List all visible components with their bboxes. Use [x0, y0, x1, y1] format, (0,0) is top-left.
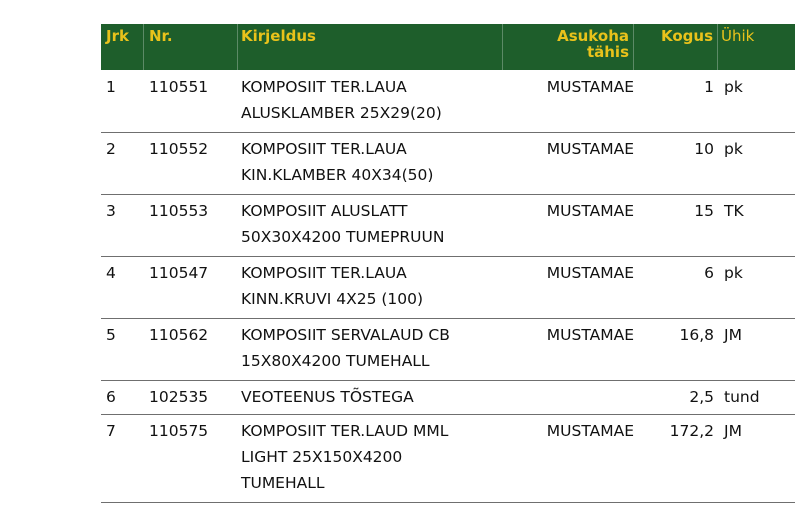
- cell-kirjeldus: [238, 384, 503, 410]
- cell-kogus: 15: [694, 202, 714, 220]
- header-nr: Nr.: [144, 24, 238, 70]
- cell-kirjeldus-line: VEOTEENUS TÕSTEGA: [241, 388, 414, 406]
- cell-jrk: 2: [106, 140, 116, 158]
- cell-kirjeldus-line: KIN.KLAMBER 40X34(50): [241, 166, 434, 184]
- header-uhik: Ühik: [721, 27, 755, 45]
- cell-uhik: TK: [724, 202, 744, 220]
- cell-kogus: 10: [694, 140, 714, 158]
- table-row: [101, 257, 795, 319]
- cell-kogus: 16,8: [679, 326, 714, 344]
- cell-uhik: pk: [724, 140, 743, 158]
- cell-uhik: pk: [724, 78, 743, 96]
- cell-uhik: pk: [724, 264, 743, 282]
- cell-kirjeldus: [238, 260, 503, 312]
- items-table: [101, 24, 795, 503]
- table-header: [101, 24, 795, 71]
- cell-jrk: 3: [106, 202, 116, 220]
- cell-kirjeldus-line: LIGHT 25X150X4200: [241, 448, 403, 466]
- cell-kirjeldus: [238, 198, 503, 250]
- header-kirjeldus: Kirjeldus: [238, 24, 503, 70]
- table-row: [101, 381, 795, 415]
- cell-kirjeldus-line: 50X30X4200 TUMEPRUUN: [241, 228, 445, 246]
- cell-jrk: 4: [106, 264, 116, 282]
- cell-kirjeldus-line: TUMEHALL: [241, 474, 325, 492]
- table-row: [101, 415, 795, 503]
- header-kogus: Kogus: [634, 24, 718, 70]
- cell-jrk: 5: [106, 326, 116, 344]
- cell-nr: 110547: [149, 264, 209, 282]
- cell-kogus: 172,2: [669, 422, 714, 440]
- cell-kirjeldus-line: KOMPOSIIT TER.LAUA: [241, 140, 407, 158]
- cell-asukoht: MUSTAMAE: [546, 202, 634, 220]
- cell-kirjeldus-line: KOMPOSIIT TER.LAUA: [241, 78, 407, 96]
- table-row: [101, 71, 795, 133]
- table-row: [101, 319, 795, 381]
- cell-kirjeldus: [238, 74, 503, 126]
- header-asukoha-line2: tähis: [586, 43, 629, 61]
- cell-nr: 110575: [149, 422, 209, 440]
- cell-nr: 110553: [149, 202, 209, 220]
- cell-asukoht: MUSTAMAE: [546, 326, 634, 344]
- cell-jrk: 1: [106, 78, 116, 96]
- cell-kogus: 6: [704, 264, 714, 282]
- cell-nr: 110552: [149, 140, 209, 158]
- cell-kirjeldus-line: KOMPOSIIT TER.LAUD MML: [241, 422, 449, 440]
- cell-asukoht: MUSTAMAE: [546, 140, 634, 158]
- cell-kirjeldus: [238, 322, 503, 374]
- cell-nr: 102535: [149, 388, 209, 406]
- cell-jrk: 7: [106, 422, 116, 440]
- cell-asukoht: MUSTAMAE: [546, 78, 634, 96]
- cell-kirjeldus-line: KINN.KRUVI 4X25 (100): [241, 290, 424, 308]
- cell-kirjeldus: [238, 418, 503, 496]
- header-asukoha-line1: Asukoha: [557, 27, 629, 45]
- cell-asukoht: MUSTAMAE: [546, 422, 634, 440]
- cell-kirjeldus: [238, 136, 503, 188]
- header-asukoha-tahis: [503, 24, 634, 70]
- cell-kirjeldus-line: ALUSKLAMBER 25X29(20): [241, 104, 442, 122]
- cell-kirjeldus-line: KOMPOSIIT ALUSLATT: [241, 202, 408, 220]
- cell-uhik: JM: [724, 326, 742, 344]
- cell-kirjeldus-line: KOMPOSIIT SERVALAUD CB: [241, 326, 450, 344]
- cell-kogus: 1: [704, 78, 714, 96]
- header-jrk: Jrk: [101, 24, 144, 70]
- cell-kirjeldus-line: KOMPOSIIT TER.LAUA: [241, 264, 407, 282]
- cell-nr: 110562: [149, 326, 209, 344]
- table-row: [101, 133, 795, 195]
- cell-jrk: 6: [106, 388, 116, 406]
- cell-kogus: 2,5: [689, 388, 714, 406]
- cell-nr: 110551: [149, 78, 209, 96]
- cell-uhik: JM: [724, 422, 742, 440]
- cell-kirjeldus-line: 15X80X4200 TUMEHALL: [241, 352, 430, 370]
- cell-uhik: tund: [724, 388, 760, 406]
- table-row: [101, 195, 795, 257]
- cell-asukoht: MUSTAMAE: [546, 264, 634, 282]
